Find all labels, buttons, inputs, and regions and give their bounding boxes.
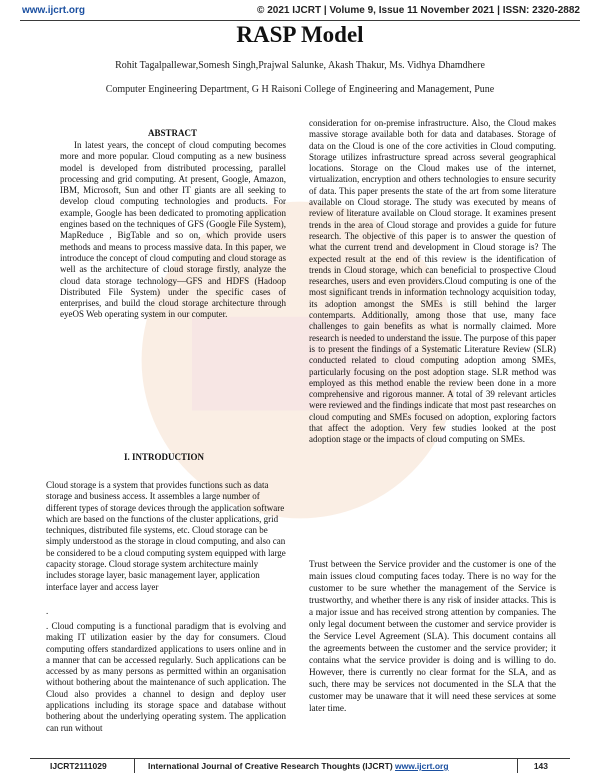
intro-p1-text: Cloud storage is a system that provides functions such as data storage and business access. It assembles a large number of different types of storage devices through the application software which are based on the functions of the cluster applications, grid techniques, distributed file systems, etc. Cloud storage can be simply understood as the storage in cloud computing, and also can be considered to be a cloud computing system equipped with large capacity storage. Cloud storage system architecture mainly includes storage layer, basic management layer, application interface layer and access layer [46,480,286,592]
abstract-paragraph: In latest years, the concept of cloud computing becomes more and more popular. Cloud computing as a new business model is developed from distributed processing, parallel processing and grid computing. At present, Google, Amazon, IBM, Microsoft, Sun and other IT giants are all seeking to develop cloud computing technologies and products. For example, Google has been dedicated to promoting application engines based on the techniques of GFS (Google File System), MapReduce , BigTable and so on, which provide users methods and means to process massive data. In this paper, we introduce the concept of cloud computing and cloud storage as well as the architecture of cloud storage firstly, analyze the cloud data storage technology—GFS and HDFS (Hadoop Distributed File System) under the specific cases of enterprises, and build the cloud storage architecture through eyeOS Web operating system in our computer. [60,140,286,320]
paper-affiliation: Computer Engineering Department, G H Raisoni College of Engineering and Management, Pune [105,84,495,95]
stray-period: . [46,606,49,616]
header-journal-info: © 2021 IJCRT | Volume 9, Issue 11 November 2021 | ISSN: 2320-2882 [257,5,580,16]
footer-link[interactable]: www.ijcrt.org [395,761,449,771]
intro-p2-text: . Cloud computing is a functional paradigm that is evolving and making IT utilization easier by the day for consumers. Cloud computing offers standardized applications to users online and in a manner that can be accessed regularly. Such applications can be accessed by as many persons as permitted within an organisation without bothering about the maintenance of such application. The Cloud also provides a channel to design and deploy user applications including its storage space and database without bothering about the underlying operating system. The application can run without [46,621,286,733]
introduction-heading: I. INTRODUCTION [124,452,205,462]
right-p2-text: Trust between the Service provider and the customer is one of the main issues cloud computing faces today. There is no way for the customer to be sure whether the management of the Service is trustworthy, and whether there is any risk of insider attacks. This is a major issue and has received strong attention by companies. The only legal document between the customer and service provider is the Service Level Agreement (SLA). This document contains all the agreements between the customer and the service provider; it contains what the service provider is doing and is willing to do. However, there is currently no clear format for the SLA, and as such, there may be services not documented in the SLA that the customer may be unaware that it will need these services at some later time. [309,559,556,713]
abstract-text [60,140,286,321]
paper-authors: Rohit Tagalpallewar,Somesh Singh,Prajwal Salunke, Akash Thakur, Ms. Vidhya Dhamdhere [115,60,485,71]
header-site: www.ijcrt.org [22,5,85,16]
footer-divider-2 [517,759,518,773]
right-column-paragraph-2 [309,558,556,714]
page-number: 143 [533,761,548,771]
footer-journal [148,761,449,771]
introduction-paragraph-1 [46,480,286,593]
footer-journal-name: International Journal of Creative Research Thoughts (IJCRT) [148,761,393,771]
introduction-paragraph-2 [46,621,286,734]
page-footer [30,758,570,773]
abstract-heading: ABSTRACT [148,128,198,138]
footer-code: IJCRT2111029 [50,761,107,771]
footer-divider [134,759,135,773]
right-p1-text: consideration for on-premise infrastructure. Also, the Cloud makes massive storage available both for data and databases. Storage of data on the Cloud is one of the core activities in Cloud computing. Storage utilizes infrastructure spread across several geographical locations. Storage on the Cloud makes use of the internet, virtualization, encryption and others technologies to ensure security of data. This paper presents the state of the art from some literature available on Cloud storage. The study was executed by means of review of literature available on Cloud storage. It examines present trends in the area of Cloud storage and provides a guide for future research. The objective of this paper is to answer the question of what the current trend and development in Cloud storage is? The expected result at the end of this review is the identification of trends in Cloud storage, which can beneficial to prospective Cloud researches, users and even providers.Cloud computing is one of the most significant trends in information technology acquisition today, its adoption amongst the SMEs is still behind the larger contemparts. Additionally, among those that use, many face challenges to gain benefits as what is normally claimed. More research is needed to understand the issue. The purpose of this paper is to present the findings of a Systematic Literature Review (SLR) conducted related to cloud computing adoption among SMEs, particularly focusing on the post adoption stage. SLR method was employed as this method enable the review been done in a more comprehensive and rigorous manner. A total of 39 relevant articles were reviewed and the findings indicate that most past researches on cloud computing and SMEs focused on adoption, exploring factors that affect the adoption. Very few studies looked at the post adoption stage or the impacts of cloud computing on SMEs. [309,118,556,445]
paper-title: RASP Model [236,22,364,47]
right-column-paragraph-1 [309,118,556,446]
page-header [20,4,580,21]
